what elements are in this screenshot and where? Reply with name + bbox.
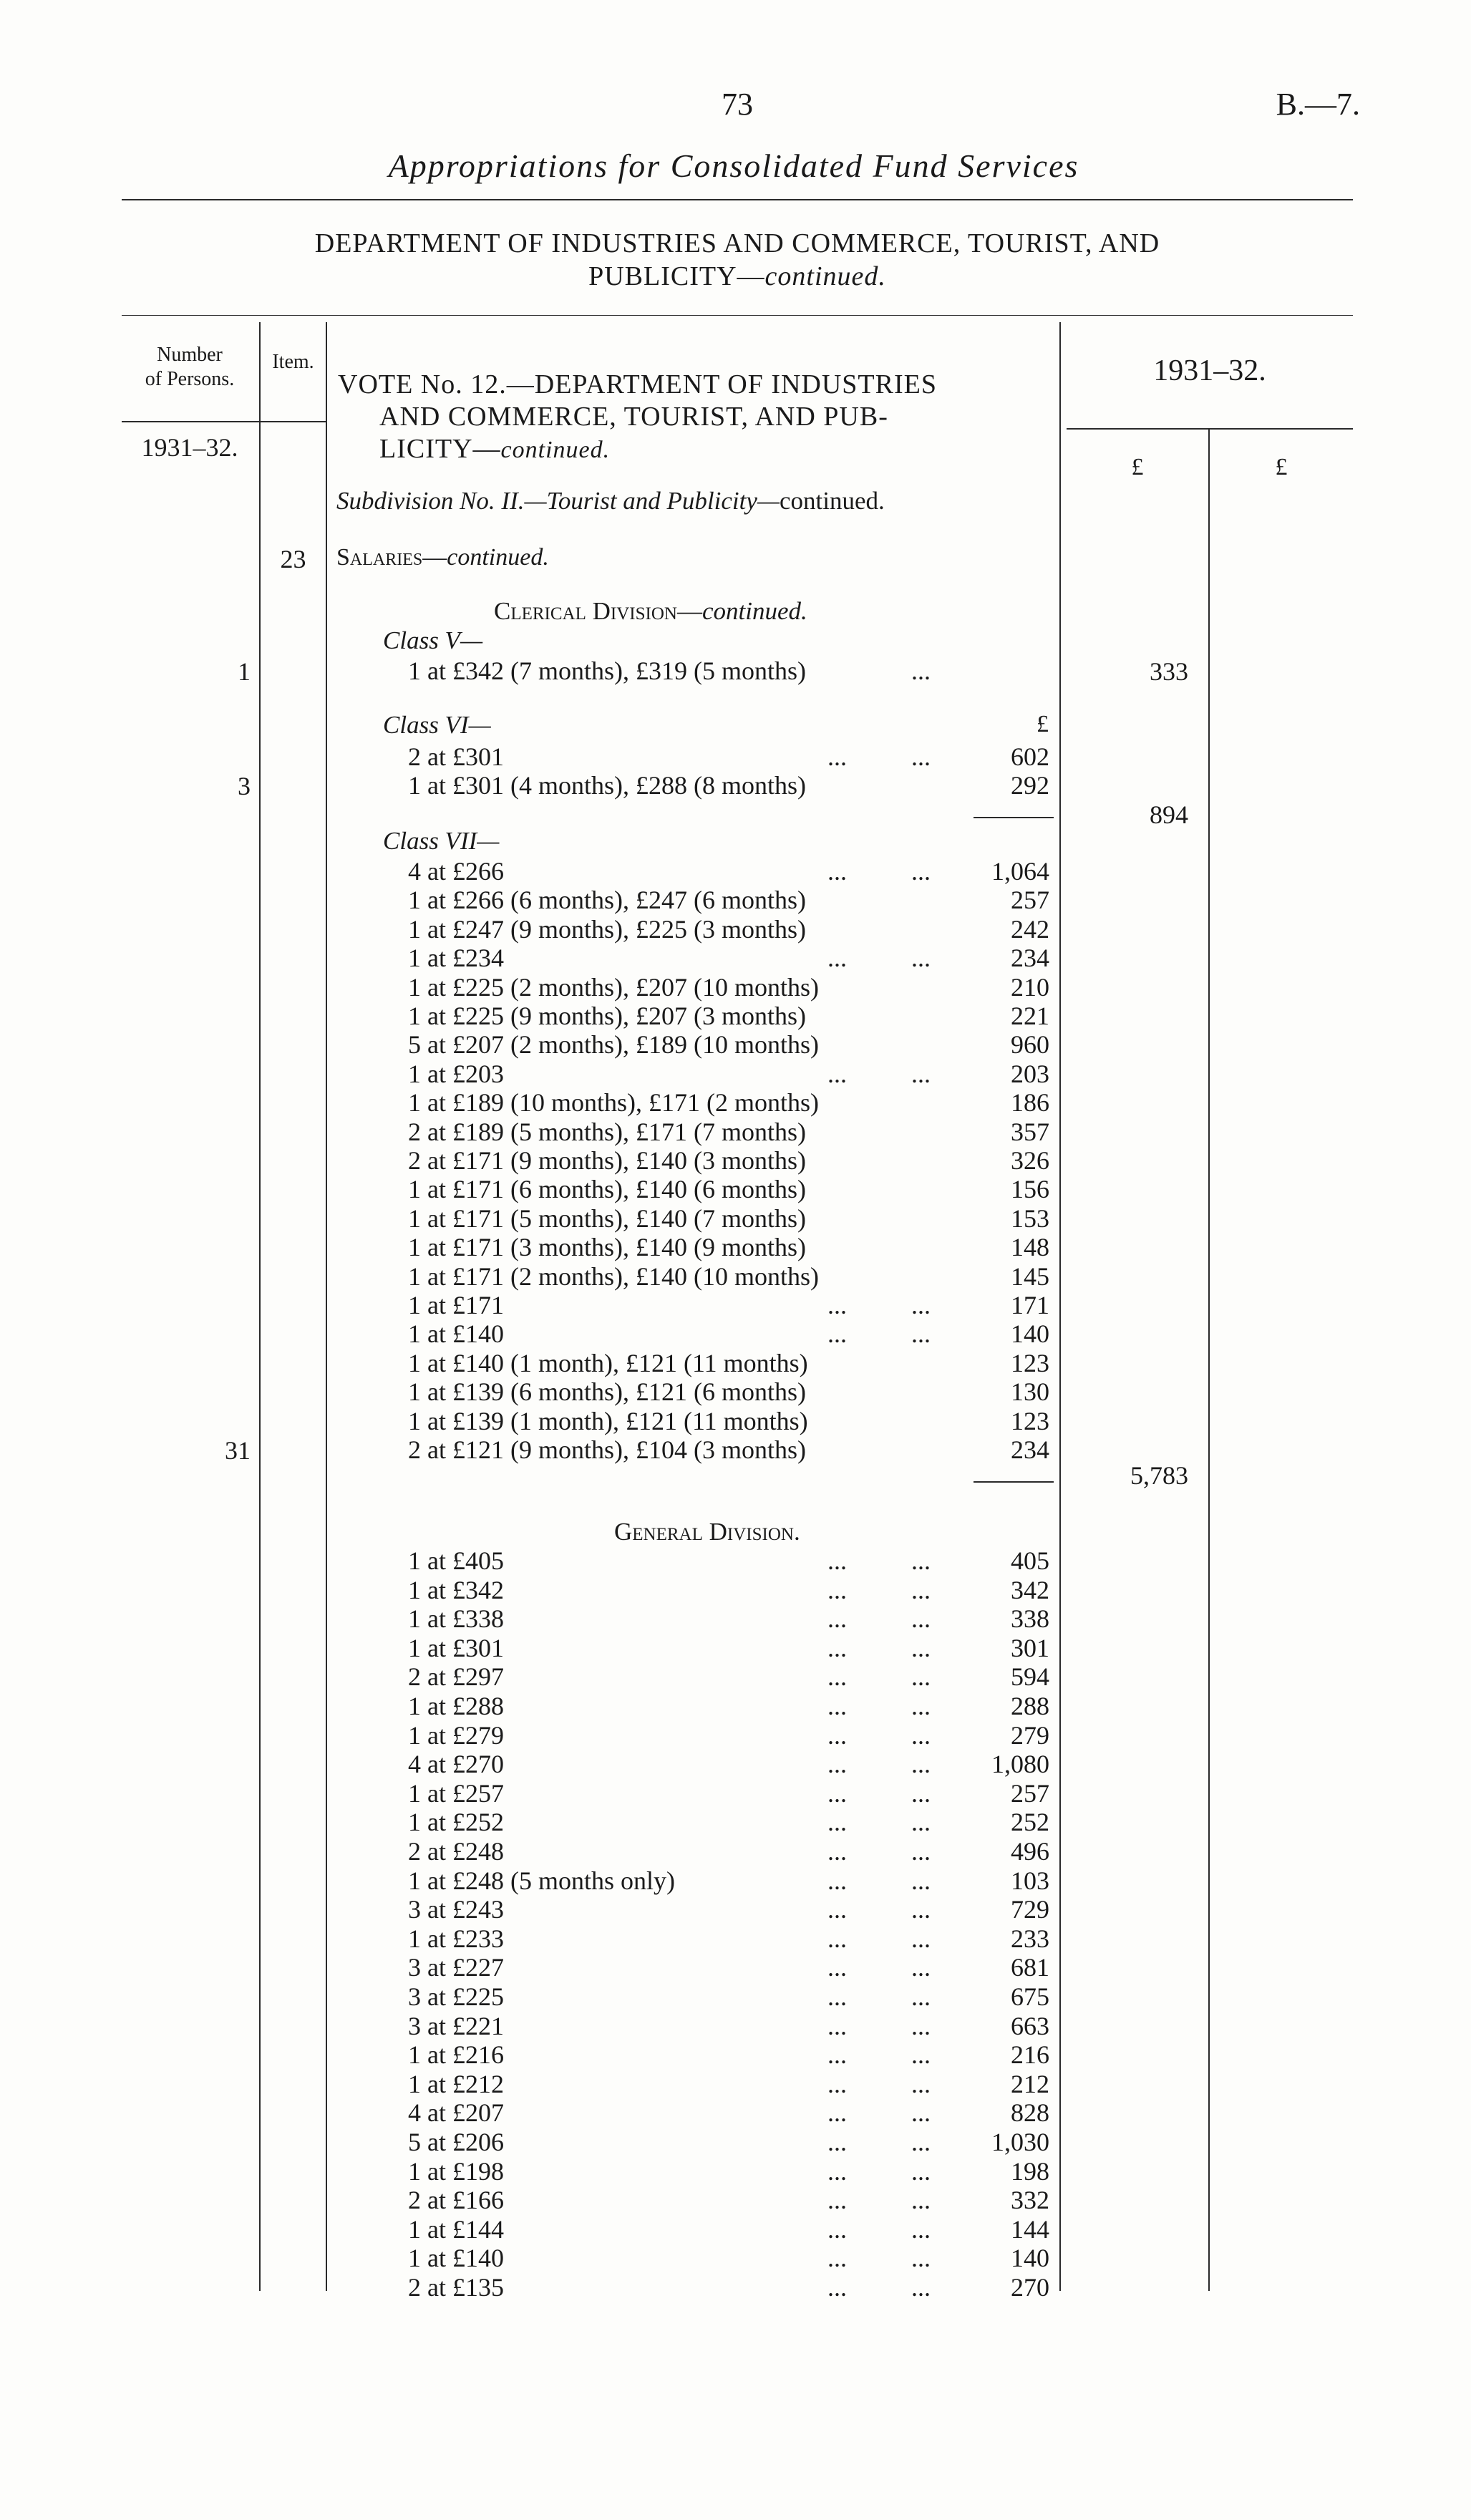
general-division-row-description: 2 at £297 [408, 1662, 504, 1692]
general-division-row-amount: 496 [1011, 1837, 1049, 1866]
rule-description-amount [1059, 322, 1061, 2291]
class-vii-row-description: 1 at £140 (1 month), £121 (11 months) [408, 1348, 808, 1377]
dept-title-line2-main: PUBLICITY— [588, 261, 765, 291]
vote-title-line3-continued: continued. [500, 437, 611, 463]
general-division-row-leader-dots: ... ... [827, 2098, 931, 2128]
class-vi-subtotal-rule [974, 817, 1054, 818]
dept-title-line2 [122, 261, 1353, 292]
general-division-row-leader-dots: ... ... [827, 1895, 931, 1924]
class-vii-row [408, 1377, 1052, 1406]
general-division-row-description: 1 at £248 (5 months only) [408, 1866, 675, 1895]
general-division-row-description: 1 at £216 [408, 2040, 504, 2070]
class-vi-row-amount: 602 [1011, 742, 1049, 771]
general-division-row-description: 5 at £206 [408, 2128, 504, 2156]
doc-code: B.—7. [1276, 87, 1360, 122]
class-vii-row [408, 1002, 1052, 1030]
pound-column-b: £ [1275, 454, 1288, 480]
page-number: 73 [722, 87, 753, 122]
general-division-row [408, 2244, 1052, 2272]
class-vii-row-description: 2 at £121 (9 months), £104 (3 months) [408, 1435, 806, 1464]
general-division-row-amount: 144 [1011, 2214, 1049, 2244]
title-rule [122, 315, 1353, 316]
class-vii-row-description: 1 at £247 (9 months), £225 (3 months) [408, 914, 806, 944]
class-vii-row-amount: 257 [1011, 886, 1049, 915]
class-vi-pound: £ [1037, 711, 1049, 737]
class-vi-total: 894 [1150, 800, 1188, 829]
class-vii-row [408, 1204, 1052, 1233]
class-vii-heading: Class VII— [383, 827, 500, 855]
persons-year: 1931–32. [141, 433, 238, 462]
class-v-persons: 1 [238, 657, 251, 686]
general-division-row-description: 1 at £301 [408, 1633, 504, 1662]
class-vii-row-amount: 960 [1011, 1030, 1049, 1060]
general-division-row-description: 4 at £207 [408, 2098, 504, 2128]
general-division-row [408, 2098, 1052, 2127]
class-vi-persons: 3 [238, 772, 251, 800]
class-vii-row-description: 1 at £225 (2 months), £207 (10 months) [408, 972, 819, 1002]
general-division-row [408, 1546, 1052, 1575]
general-division-row-description: 1 at £252 [408, 1808, 504, 1837]
class-vii-persons: 31 [225, 1436, 251, 1465]
general-division-row-description: 1 at £140 [408, 2244, 504, 2273]
salaries-heading [336, 544, 549, 571]
general-division-row-leader-dots: ... ... [827, 2011, 931, 2040]
class-vii-row-amount: 145 [1011, 1261, 1049, 1291]
class-v-row-description: 1 at £342 (7 months), £319 (5 months) [408, 656, 806, 685]
general-division-heading: General Division. [614, 1518, 800, 1546]
class-vii-row-amount: 203 [1011, 1059, 1049, 1088]
general-division-row-description: 1 at £257 [408, 1778, 504, 1808]
class-vii-row-description: 1 at £266 (6 months), £247 (6 months) [408, 886, 806, 915]
general-division-row-amount: 140 [1011, 2244, 1049, 2273]
general-division-row-amount: 729 [1011, 1895, 1049, 1924]
general-division-row [408, 1866, 1052, 1895]
general-division-row-amount: 405 [1011, 1546, 1049, 1575]
general-division-row [408, 1953, 1052, 1982]
class-vii-row [408, 1319, 1052, 1348]
class-vii-row [408, 1262, 1052, 1291]
general-division-row [408, 2157, 1052, 2186]
general-division-row-amount: 198 [1011, 2156, 1049, 2186]
general-division-row-leader-dots: ... ... [827, 1808, 931, 1837]
general-division-row [408, 1634, 1052, 1662]
class-vii-row-amount: 326 [1011, 1146, 1049, 1175]
general-division-row-description: 1 at £405 [408, 1546, 504, 1575]
class-vi-row-amount: 292 [1011, 771, 1049, 800]
general-division-row-amount: 828 [1011, 2098, 1049, 2128]
general-division-row-amount: 252 [1011, 1808, 1049, 1837]
general-division-row [408, 2128, 1052, 2156]
class-vii-row [408, 1291, 1052, 1319]
rule-under-year-head [1067, 428, 1353, 430]
salaries-label: Salaries— [336, 544, 447, 571]
general-division-row-amount: 288 [1011, 1692, 1049, 1720]
class-vii-row-amount: 171 [1011, 1291, 1049, 1319]
header-rule [122, 199, 1353, 200]
class-v-total: 333 [1150, 657, 1188, 686]
class-vii-row [408, 915, 1052, 944]
general-division-row-amount: 338 [1011, 1604, 1049, 1634]
general-division-row-description: 1 at £279 [408, 1720, 504, 1750]
general-division-row-leader-dots: ... ... [827, 1924, 931, 1953]
general-division-row-description: 1 at £198 [408, 2156, 504, 2186]
general-division-row-amount: 1,080 [991, 1750, 1049, 1779]
general-division-row [408, 1604, 1052, 1633]
general-division-row-description: 3 at £227 [408, 1953, 504, 1982]
class-vii-row-amount: 186 [1011, 1088, 1049, 1118]
general-division-row [408, 2273, 1052, 2302]
general-division-row [408, 1750, 1052, 1778]
class-vii-row [408, 1030, 1052, 1059]
general-division-row-leader-dots: ... ... [827, 2040, 931, 2070]
class-vii-row [408, 944, 1052, 972]
class-vii-row-amount: 123 [1011, 1348, 1049, 1377]
pound-column-a: £ [1131, 454, 1144, 480]
vote-title-line3-main: LICITY— [379, 434, 501, 464]
general-division-row [408, 1895, 1052, 1924]
class-vii-row-amount: 130 [1011, 1377, 1049, 1407]
general-division-row [408, 1576, 1052, 1604]
class-vii-row-description: 1 at £203 [408, 1059, 504, 1088]
subdivision-continued: continued. [780, 487, 885, 515]
general-division-row-leader-dots: ... ... [827, 1575, 931, 1604]
general-division-row-amount: 103 [1011, 1866, 1049, 1895]
class-vii-row [408, 1349, 1052, 1377]
class-vi-heading: Class VI— [383, 711, 491, 739]
class-vii-row-description: 1 at £225 (9 months), £207 (3 months) [408, 1002, 806, 1030]
class-vii-row-leader-dots: ... ... [827, 944, 931, 973]
general-division-row [408, 1924, 1052, 1953]
general-division-row-amount: 594 [1011, 1662, 1049, 1692]
general-division-row-description: 2 at £166 [408, 2186, 504, 2215]
general-division-row [408, 2186, 1052, 2214]
general-division-row-description: 2 at £248 [408, 1837, 504, 1866]
class-vii-row-amount: 153 [1011, 1203, 1049, 1233]
clerical-division-heading [494, 597, 807, 626]
class-vi-row [408, 771, 1052, 800]
dept-title-line1: DEPARTMENT OF INDUSTRIES AND COMMERCE, TOURIST, AND [314, 228, 1160, 258]
class-vii-row-amount: 148 [1011, 1233, 1049, 1262]
class-vii-row-amount: 1,064 [991, 857, 1049, 886]
clerical-label: Clerical Division— [494, 597, 702, 625]
general-division-row [408, 1837, 1052, 1866]
class-v-row-leader-dots: ... [911, 656, 931, 685]
class-vii-row [408, 886, 1052, 914]
clerical-continued: continued. [701, 597, 807, 625]
general-division-row-leader-dots: ... ... [827, 2156, 931, 2186]
general-division-row [408, 1721, 1052, 1750]
class-vii-row [408, 1407, 1052, 1435]
general-division-row-description: 1 at £212 [408, 2069, 504, 2098]
general-division-row-description: 3 at £225 [408, 1982, 504, 2011]
class-vii-row-description: 1 at £171 [408, 1291, 504, 1319]
general-division-row-leader-dots: ... ... [827, 1750, 931, 1779]
class-vii-row-description: 1 at £139 (6 months), £121 (6 months) [408, 1377, 806, 1407]
class-vii-row [408, 1118, 1052, 1146]
general-division-row-description: 2 at £135 [408, 2273, 504, 2302]
general-division-row [408, 2070, 1052, 2098]
general-division-row-leader-dots: ... ... [827, 1692, 931, 1720]
general-division-row-amount: 1,030 [991, 2128, 1049, 2156]
general-division-row [408, 2012, 1052, 2040]
class-vii-row-description: 1 at £139 (1 month), £121 (11 months) [408, 1406, 808, 1435]
class-v-row [408, 656, 1052, 685]
class-vii-row-amount: 234 [1011, 1435, 1049, 1464]
class-vii-row-description: 1 at £171 (5 months), £140 (7 months) [408, 1203, 806, 1233]
rule-item-description [326, 322, 327, 2291]
general-division-row [408, 2040, 1052, 2069]
general-division-row-leader-dots: ... ... [827, 1633, 931, 1662]
class-vii-row-leader-dots: ... ... [827, 1319, 931, 1349]
rule-under-persons-head [122, 421, 261, 422]
class-vii-row-amount: 140 [1011, 1319, 1049, 1349]
general-division-row-description: 1 at £233 [408, 1924, 504, 1953]
class-vii-row-leader-dots: ... ... [827, 857, 931, 886]
running-title: Appropriations for Consolidated Fund Services [388, 147, 1079, 184]
class-vii-row [408, 1233, 1052, 1261]
class-vi-row [408, 742, 1052, 771]
subdivision-heading [336, 487, 1052, 515]
class-vii-row-amount: 210 [1011, 972, 1049, 1002]
general-division-row-amount: 301 [1011, 1633, 1049, 1662]
persons-header-line1: Number [157, 344, 223, 366]
class-vii-row-description: 2 at £171 (9 months), £140 (3 months) [408, 1146, 806, 1175]
class-vii-row-amount: 242 [1011, 914, 1049, 944]
class-vi-row-description: 1 at £301 (4 months), £288 (8 months) [408, 771, 806, 800]
vote-title-line1: VOTE No. 12.—DEPARTMENT OF INDUSTRIES [338, 369, 937, 399]
general-division-row-amount: 279 [1011, 1720, 1049, 1750]
class-vii-row [408, 1175, 1052, 1203]
class-vii-row [408, 1088, 1052, 1117]
general-division-row-leader-dots: ... ... [827, 1604, 931, 1634]
class-vii-row-description: 1 at £171 (6 months), £140 (6 months) [408, 1175, 806, 1204]
general-division-row-leader-dots: ... ... [827, 1982, 931, 2011]
general-division-row-leader-dots: ... ... [827, 1866, 931, 1895]
general-division-row-description: 4 at £270 [408, 1750, 504, 1779]
item-header: Item. [272, 351, 314, 373]
general-division-row-leader-dots: ... ... [827, 2244, 931, 2273]
class-vii-row-description: 1 at £140 [408, 1319, 504, 1349]
general-division-row-leader-dots: ... ... [827, 2273, 931, 2302]
class-vii-row [408, 1146, 1052, 1175]
class-vi-row-description: 2 at £301 [408, 742, 504, 771]
class-vii-row-leader-dots: ... ... [827, 1291, 931, 1319]
general-division-row-leader-dots: ... ... [827, 1720, 931, 1750]
general-division-row-leader-dots: ... ... [827, 2128, 931, 2156]
general-division-row-amount: 233 [1011, 1924, 1049, 1953]
class-vii-row-amount: 123 [1011, 1406, 1049, 1435]
class-vii-subtotal-rule [974, 1481, 1054, 1483]
vote-title-line3 [379, 433, 1045, 465]
class-vii-row-description: 5 at £207 (2 months), £189 (10 months) [408, 1030, 819, 1060]
class-vii-row-description: 4 at £266 [408, 857, 504, 886]
general-division-row-leader-dots: ... ... [827, 1837, 931, 1866]
class-vii-row-description: 1 at £189 (10 months), £171 (2 months) [408, 1088, 819, 1118]
general-division-row-amount: 212 [1011, 2069, 1049, 2098]
general-division-row-leader-dots: ... ... [827, 1778, 931, 1808]
class-vii-row-description: 1 at £234 [408, 944, 504, 973]
class-vii-row [408, 973, 1052, 1002]
rule-under-item-head [259, 421, 327, 422]
general-division-row-description: 1 at £338 [408, 1604, 504, 1634]
vote-title-line2: AND COMMERCE, TOURIST, AND PUB- [379, 402, 888, 432]
general-division-row-amount: 663 [1011, 2011, 1049, 2040]
rule-amount-a-b [1208, 430, 1210, 2291]
class-vii-row [408, 1435, 1052, 1464]
general-division-row-description: 3 at £221 [408, 2011, 504, 2040]
class-v-heading: Class V— [383, 626, 483, 654]
class-vii-row-leader-dots: ... ... [827, 1059, 931, 1088]
general-division-row [408, 1692, 1052, 1720]
general-division-row-leader-dots: ... ... [827, 1546, 931, 1575]
general-division-row-leader-dots: ... ... [827, 1953, 931, 1982]
subdivision-italic: Subdivision No. II.—Tourist and Publicity— [336, 487, 780, 515]
general-division-row-amount: 216 [1011, 2040, 1049, 2070]
general-division-row-amount: 675 [1011, 1982, 1049, 2011]
general-division-row-description: 3 at £243 [408, 1895, 504, 1924]
persons-header-line2: of Persons. [145, 368, 235, 390]
class-vii-row [408, 1060, 1052, 1088]
class-vii-row-description: 1 at £171 (2 months), £140 (10 months) [408, 1261, 819, 1291]
class-vii-total: 5,783 [1130, 1461, 1188, 1490]
general-division-row-description: 1 at £288 [408, 1692, 504, 1720]
rule-persons-item [259, 322, 261, 2291]
general-division-row-description: 1 at £342 [408, 1575, 504, 1604]
general-division-row [408, 2215, 1052, 2244]
general-division-row [408, 1662, 1052, 1691]
class-vii-row-description: 2 at £189 (5 months), £171 (7 months) [408, 1117, 806, 1146]
general-division-row-amount: 257 [1011, 1778, 1049, 1808]
class-vii-row-amount: 156 [1011, 1175, 1049, 1204]
general-division-row-leader-dots: ... ... [827, 2214, 931, 2244]
amount-year-header: 1931–32. [1153, 354, 1266, 387]
class-vii-row-amount: 221 [1011, 1002, 1049, 1030]
salaries-continued: continued. [447, 544, 549, 571]
class-vii-row-amount: 357 [1011, 1117, 1049, 1146]
general-division-row-leader-dots: ... ... [827, 2069, 931, 2098]
class-vii-row [408, 857, 1052, 886]
dept-title-line2-continued: continued. [764, 261, 886, 291]
class-vi-row-leader-dots: ... ... [827, 742, 931, 771]
general-division-row-amount: 681 [1011, 1953, 1049, 1982]
general-division-row [408, 1808, 1052, 1836]
general-division-row-amount: 332 [1011, 2186, 1049, 2215]
item-number: 23 [280, 545, 306, 573]
class-vii-row-amount: 234 [1011, 944, 1049, 973]
general-division-row [408, 1982, 1052, 2011]
general-division-row-leader-dots: ... ... [827, 2186, 931, 2215]
general-division-row-amount: 342 [1011, 1575, 1049, 1604]
general-division-row-amount: 270 [1011, 2273, 1049, 2302]
class-vii-row-description: 1 at £171 (3 months), £140 (9 months) [408, 1233, 806, 1262]
general-division-row [408, 1779, 1052, 1808]
general-division-row-leader-dots: ... ... [827, 1662, 931, 1692]
general-division-row-description: 1 at £144 [408, 2214, 504, 2244]
